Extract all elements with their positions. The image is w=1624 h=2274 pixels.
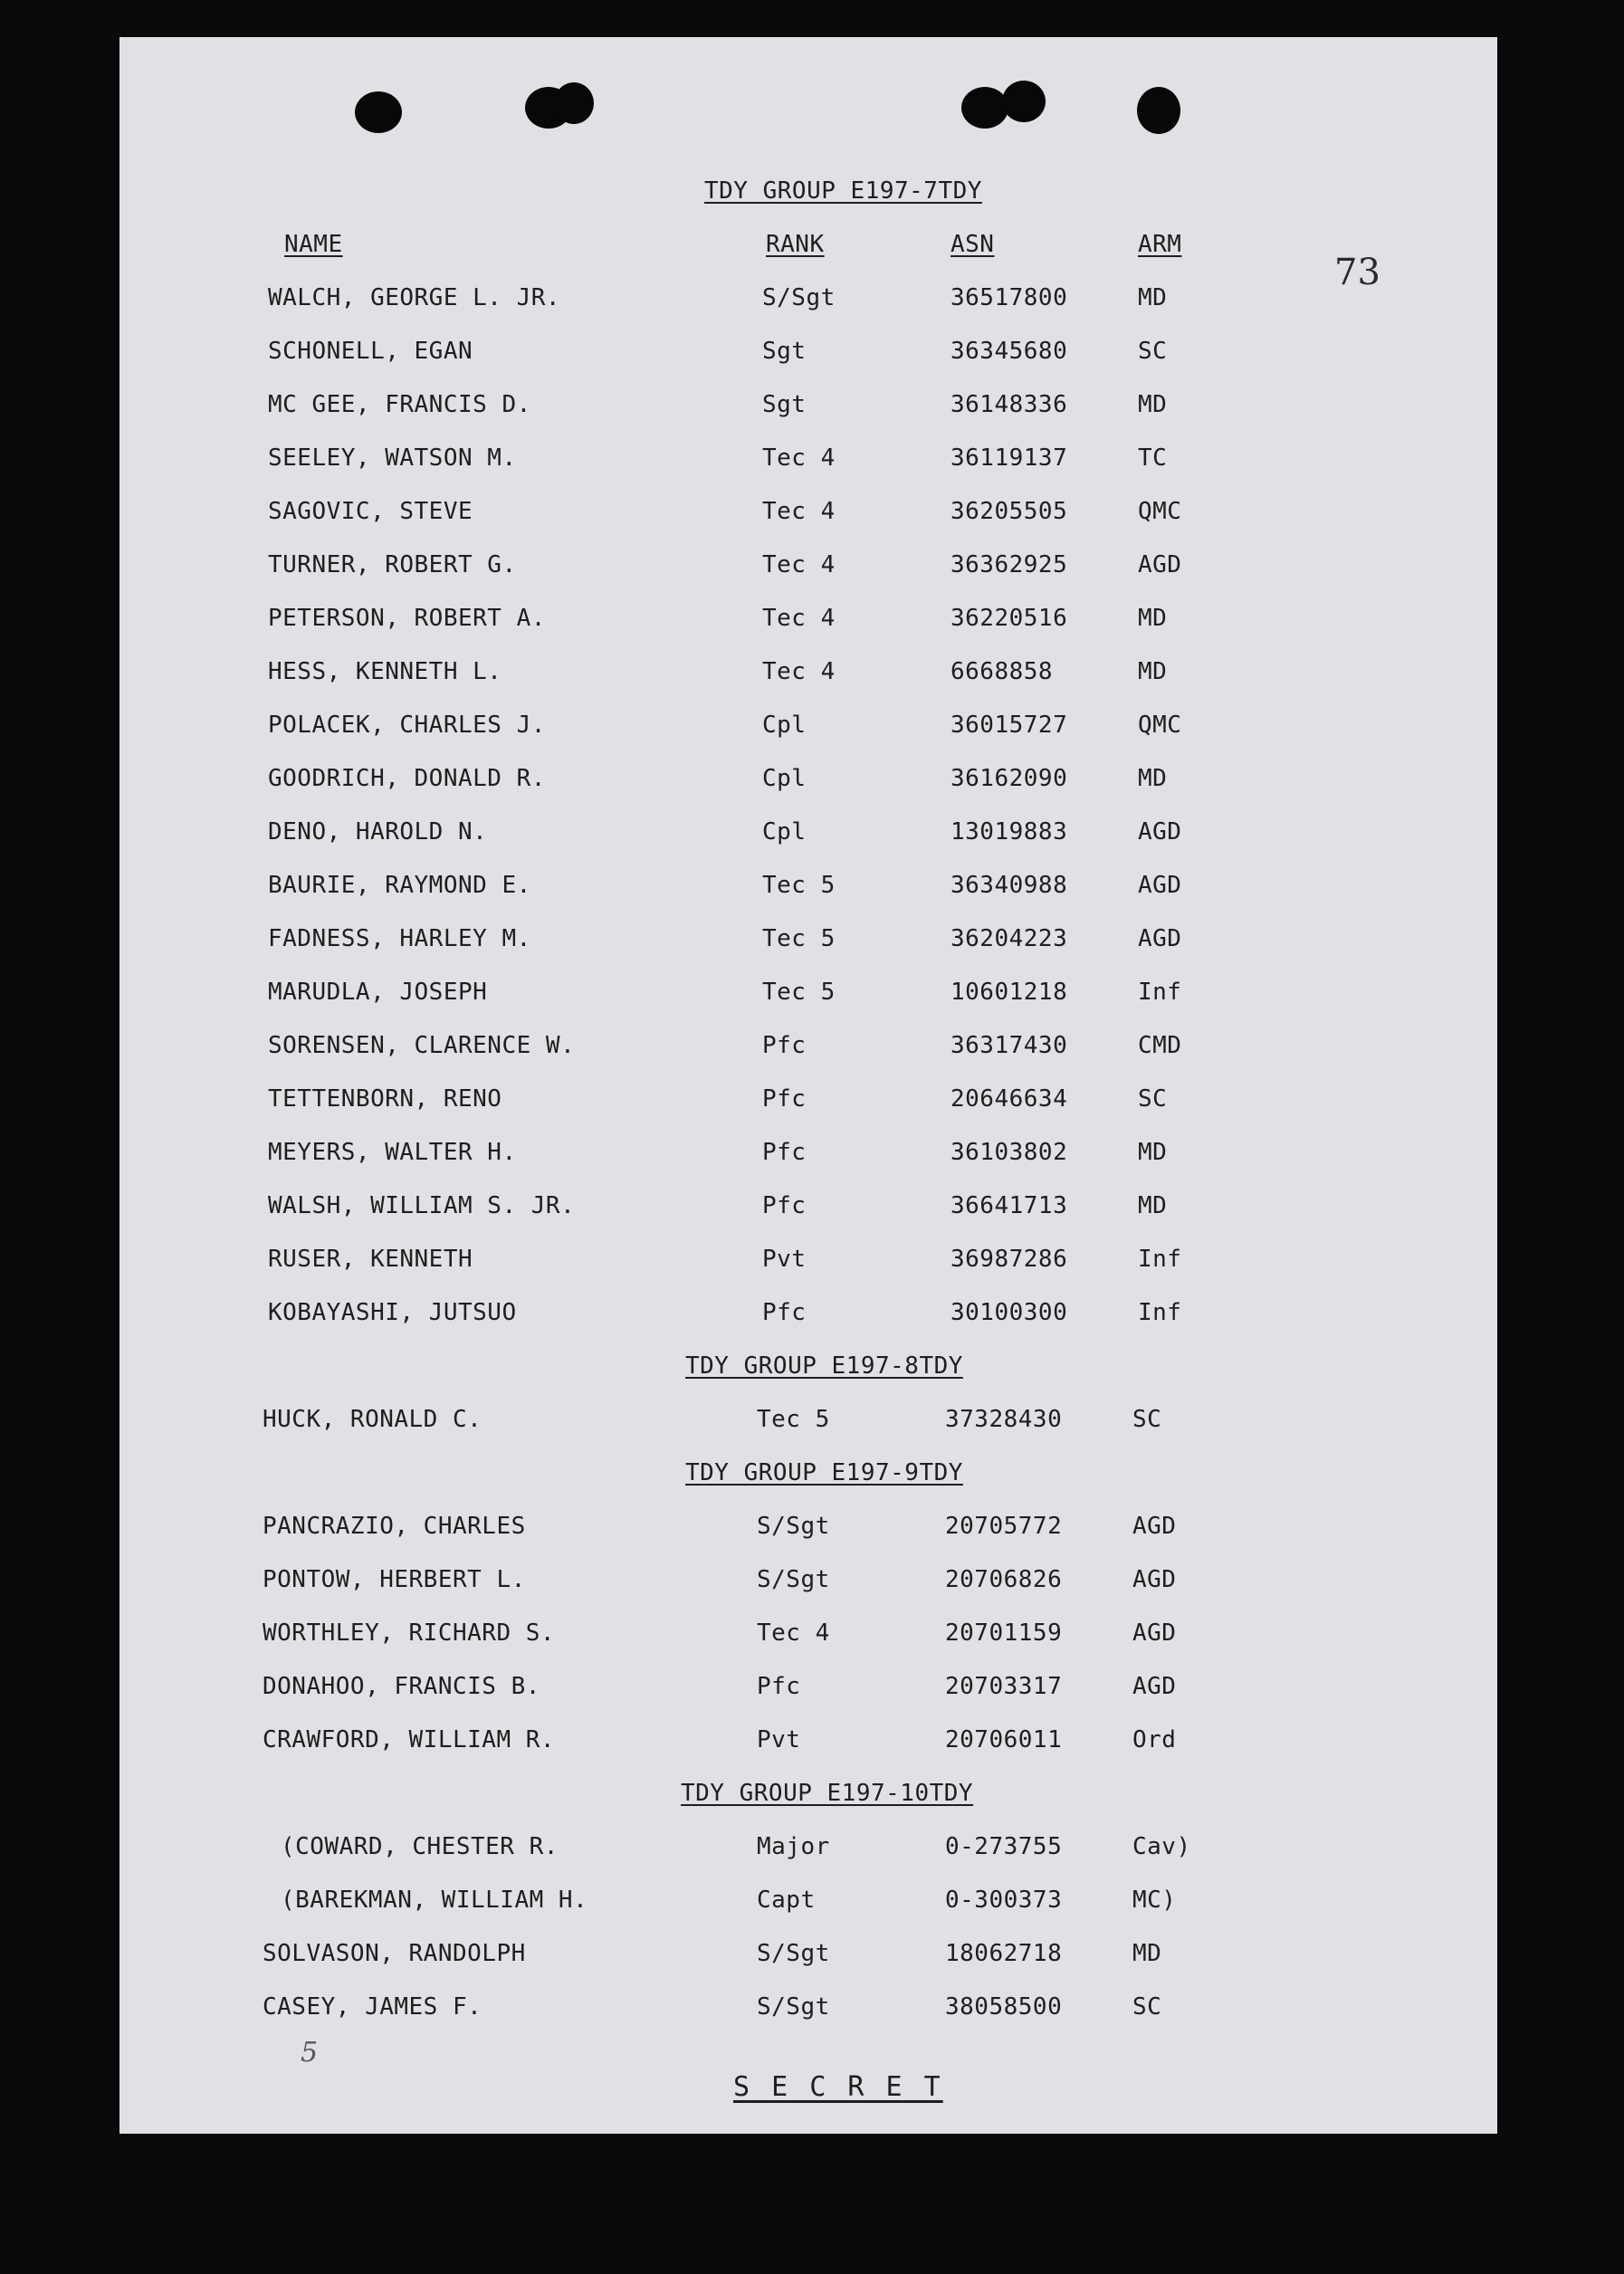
roster-name: SAGOVIC, STEVE bbox=[268, 498, 473, 525]
roster-name: SCHONELL, EGAN bbox=[268, 338, 473, 365]
punch-hole bbox=[961, 87, 1008, 129]
roster-rank: Capt bbox=[757, 1887, 816, 1914]
roster-asn: 36517800 bbox=[951, 284, 1068, 311]
roster-arm: MD bbox=[1138, 765, 1168, 792]
group-title: TDY GROUP E197-9TDY bbox=[685, 1459, 963, 1486]
roster-name: HUCK, RONALD C. bbox=[263, 1406, 482, 1433]
roster-rank: Tec 4 bbox=[762, 444, 836, 472]
punch-hole bbox=[355, 91, 402, 133]
roster-name: CASEY, JAMES F. bbox=[263, 1993, 482, 2021]
roster-arm: AGD bbox=[1138, 551, 1182, 578]
roster-asn: 36103802 bbox=[951, 1139, 1068, 1166]
roster-arm: MD bbox=[1132, 1940, 1162, 1967]
roster-asn: 0-300373 bbox=[945, 1887, 1063, 1914]
roster-name: RUSER, KENNETH bbox=[268, 1246, 473, 1273]
roster-asn: 30100300 bbox=[951, 1299, 1068, 1326]
roster-arm: MD bbox=[1138, 658, 1168, 685]
roster-rank: Pvt bbox=[757, 1726, 801, 1753]
roster-asn: 36987286 bbox=[951, 1246, 1068, 1273]
roster-arm: CMD bbox=[1138, 1032, 1182, 1059]
roster-name: HESS, KENNETH L. bbox=[268, 658, 502, 685]
column-header-rank: RANK bbox=[766, 231, 825, 258]
roster-asn: 13019883 bbox=[951, 818, 1068, 846]
roster-name: PONTOW, HERBERT L. bbox=[263, 1566, 526, 1593]
roster-asn: 20705772 bbox=[945, 1513, 1063, 1540]
roster-asn: 36317430 bbox=[951, 1032, 1068, 1059]
roster-rank: Tec 5 bbox=[762, 872, 836, 899]
roster-rank: Pfc bbox=[762, 1192, 807, 1219]
roster-asn: 18062718 bbox=[945, 1940, 1063, 1967]
roster-rank: S/Sgt bbox=[757, 1513, 830, 1540]
roster-arm: AGD bbox=[1132, 1513, 1177, 1540]
roster-rank: Tec 4 bbox=[757, 1620, 830, 1647]
roster-arm: Ord bbox=[1132, 1726, 1177, 1753]
roster-arm: AGD bbox=[1132, 1620, 1177, 1647]
margin-mark: 5 bbox=[301, 2037, 319, 2069]
roster-name: MC GEE, FRANCIS D. bbox=[268, 391, 531, 418]
roster-rank: Sgt bbox=[762, 338, 807, 365]
roster-rank: Cpl bbox=[762, 712, 807, 739]
roster-rank: Tec 5 bbox=[757, 1406, 830, 1433]
roster-asn: 36220516 bbox=[951, 605, 1068, 632]
roster-arm: MD bbox=[1138, 1192, 1168, 1219]
roster-arm: MD bbox=[1138, 1139, 1168, 1166]
roster-arm: AGD bbox=[1132, 1673, 1177, 1700]
roster-name: DONAHOO, FRANCIS B. bbox=[263, 1673, 540, 1700]
security-classification: S E C R E T bbox=[733, 2071, 943, 2103]
roster-name: PETERSON, ROBERT A. bbox=[268, 605, 546, 632]
roster-arm: AGD bbox=[1132, 1566, 1177, 1593]
roster-arm: MD bbox=[1138, 284, 1168, 311]
roster-rank: Sgt bbox=[762, 391, 807, 418]
roster-name: (COWARD, CHESTER R. bbox=[281, 1833, 559, 1860]
roster-name: MEYERS, WALTER H. bbox=[268, 1139, 517, 1166]
roster-name: TETTENBORN, RENO bbox=[268, 1085, 502, 1113]
roster-asn: 6668858 bbox=[951, 658, 1054, 685]
roster-rank: S/Sgt bbox=[757, 1940, 830, 1967]
roster-rank: Major bbox=[757, 1833, 830, 1860]
roster-name: MARUDLA, JOSEPH bbox=[268, 979, 488, 1006]
roster-asn: 20706011 bbox=[945, 1726, 1063, 1753]
roster-asn: 10601218 bbox=[951, 979, 1068, 1006]
roster-arm: AGD bbox=[1138, 818, 1182, 846]
roster-rank: Tec 5 bbox=[762, 925, 836, 952]
roster-asn: 36148336 bbox=[951, 391, 1068, 418]
roster-arm: AGD bbox=[1138, 925, 1182, 952]
roster-arm: SC bbox=[1132, 1406, 1162, 1433]
roster-arm: SC bbox=[1132, 1993, 1162, 2021]
roster-rank: Pfc bbox=[762, 1139, 807, 1166]
roster-rank: Pfc bbox=[757, 1673, 801, 1700]
group-title: TDY GROUP E197-7TDY bbox=[704, 177, 982, 205]
roster-asn: 36204223 bbox=[951, 925, 1068, 952]
roster-arm: MD bbox=[1138, 605, 1168, 632]
punch-hole bbox=[1137, 87, 1180, 134]
roster-name: PANCRAZIO, CHARLES bbox=[263, 1513, 526, 1540]
roster-arm: TC bbox=[1138, 444, 1168, 472]
roster-name: TURNER, ROBERT G. bbox=[268, 551, 517, 578]
roster-rank: Tec 4 bbox=[762, 498, 836, 525]
group-title: TDY GROUP E197-10TDY bbox=[681, 1780, 974, 1807]
roster-rank: S/Sgt bbox=[762, 284, 836, 311]
roster-rank: Pfc bbox=[762, 1299, 807, 1326]
roster-rank: Pvt bbox=[762, 1246, 807, 1273]
roster-name: DENO, HAROLD N. bbox=[268, 818, 488, 846]
roster-rank: Tec 4 bbox=[762, 605, 836, 632]
column-header-arm: ARM bbox=[1138, 231, 1182, 258]
roster-asn: 36015727 bbox=[951, 712, 1068, 739]
roster-arm: MD bbox=[1138, 391, 1168, 418]
roster-asn: 20646634 bbox=[951, 1085, 1068, 1113]
punch-hole bbox=[1002, 81, 1046, 122]
roster-arm: Inf bbox=[1138, 979, 1182, 1006]
roster-asn: 0-273755 bbox=[945, 1833, 1063, 1860]
roster-name: POLACEK, CHARLES J. bbox=[268, 712, 546, 739]
roster-arm: MC) bbox=[1132, 1887, 1177, 1914]
roster-asn: 36362925 bbox=[951, 551, 1068, 578]
roster-name: SORENSEN, CLARENCE W. bbox=[268, 1032, 576, 1059]
roster-asn: 36345680 bbox=[951, 338, 1068, 365]
roster-arm: QMC bbox=[1138, 712, 1182, 739]
roster-name: WALCH, GEORGE L. JR. bbox=[268, 284, 561, 311]
roster-asn: 38058500 bbox=[945, 1993, 1063, 2021]
page-number: 73 bbox=[1334, 252, 1380, 293]
roster-rank: Tec 4 bbox=[762, 658, 836, 685]
roster-name: FADNESS, HARLEY M. bbox=[268, 925, 531, 952]
roster-name: WORTHLEY, RICHARD S. bbox=[263, 1620, 556, 1647]
roster-name: KOBAYASHI, JUTSUO bbox=[268, 1299, 517, 1326]
roster-asn: 36641713 bbox=[951, 1192, 1068, 1219]
roster-asn: 36205505 bbox=[951, 498, 1068, 525]
roster-rank: Pfc bbox=[762, 1032, 807, 1059]
roster-rank: Cpl bbox=[762, 818, 807, 846]
roster-arm: QMC bbox=[1138, 498, 1182, 525]
roster-asn: 20706826 bbox=[945, 1566, 1063, 1593]
roster-name: SEELEY, WATSON M. bbox=[268, 444, 517, 472]
roster-arm: Inf bbox=[1138, 1246, 1182, 1273]
roster-rank: Cpl bbox=[762, 765, 807, 792]
roster-arm: Inf bbox=[1138, 1299, 1182, 1326]
roster-name: CRAWFORD, WILLIAM R. bbox=[263, 1726, 556, 1753]
roster-asn: 37328430 bbox=[945, 1406, 1063, 1433]
roster-rank: S/Sgt bbox=[757, 1566, 830, 1593]
roster-asn: 36162090 bbox=[951, 765, 1068, 792]
roster-asn: 36119137 bbox=[951, 444, 1068, 472]
group-title: TDY GROUP E197-8TDY bbox=[685, 1352, 963, 1380]
roster-asn: 20701159 bbox=[945, 1620, 1063, 1647]
roster-name: BAURIE, RAYMOND E. bbox=[268, 872, 531, 899]
punch-hole bbox=[554, 82, 594, 124]
roster-name: (BAREKMAN, WILLIAM H. bbox=[281, 1887, 588, 1914]
roster-arm: Cav) bbox=[1132, 1833, 1191, 1860]
roster-arm: AGD bbox=[1138, 872, 1182, 899]
roster-rank: S/Sgt bbox=[757, 1993, 830, 2021]
column-header-name: NAME bbox=[284, 231, 343, 258]
roster-asn: 36340988 bbox=[951, 872, 1068, 899]
column-header-asn: ASN bbox=[951, 231, 995, 258]
roster-arm: SC bbox=[1138, 338, 1168, 365]
roster-asn: 20703317 bbox=[945, 1673, 1063, 1700]
roster-name: GOODRICH, DONALD R. bbox=[268, 765, 546, 792]
roster-rank: Pfc bbox=[762, 1085, 807, 1113]
roster-arm: SC bbox=[1138, 1085, 1168, 1113]
roster-name: WALSH, WILLIAM S. JR. bbox=[268, 1192, 576, 1219]
roster-rank: Tec 5 bbox=[762, 979, 836, 1006]
roster-rank: Tec 4 bbox=[762, 551, 836, 578]
roster-name: SOLVASON, RANDOLPH bbox=[263, 1940, 526, 1967]
